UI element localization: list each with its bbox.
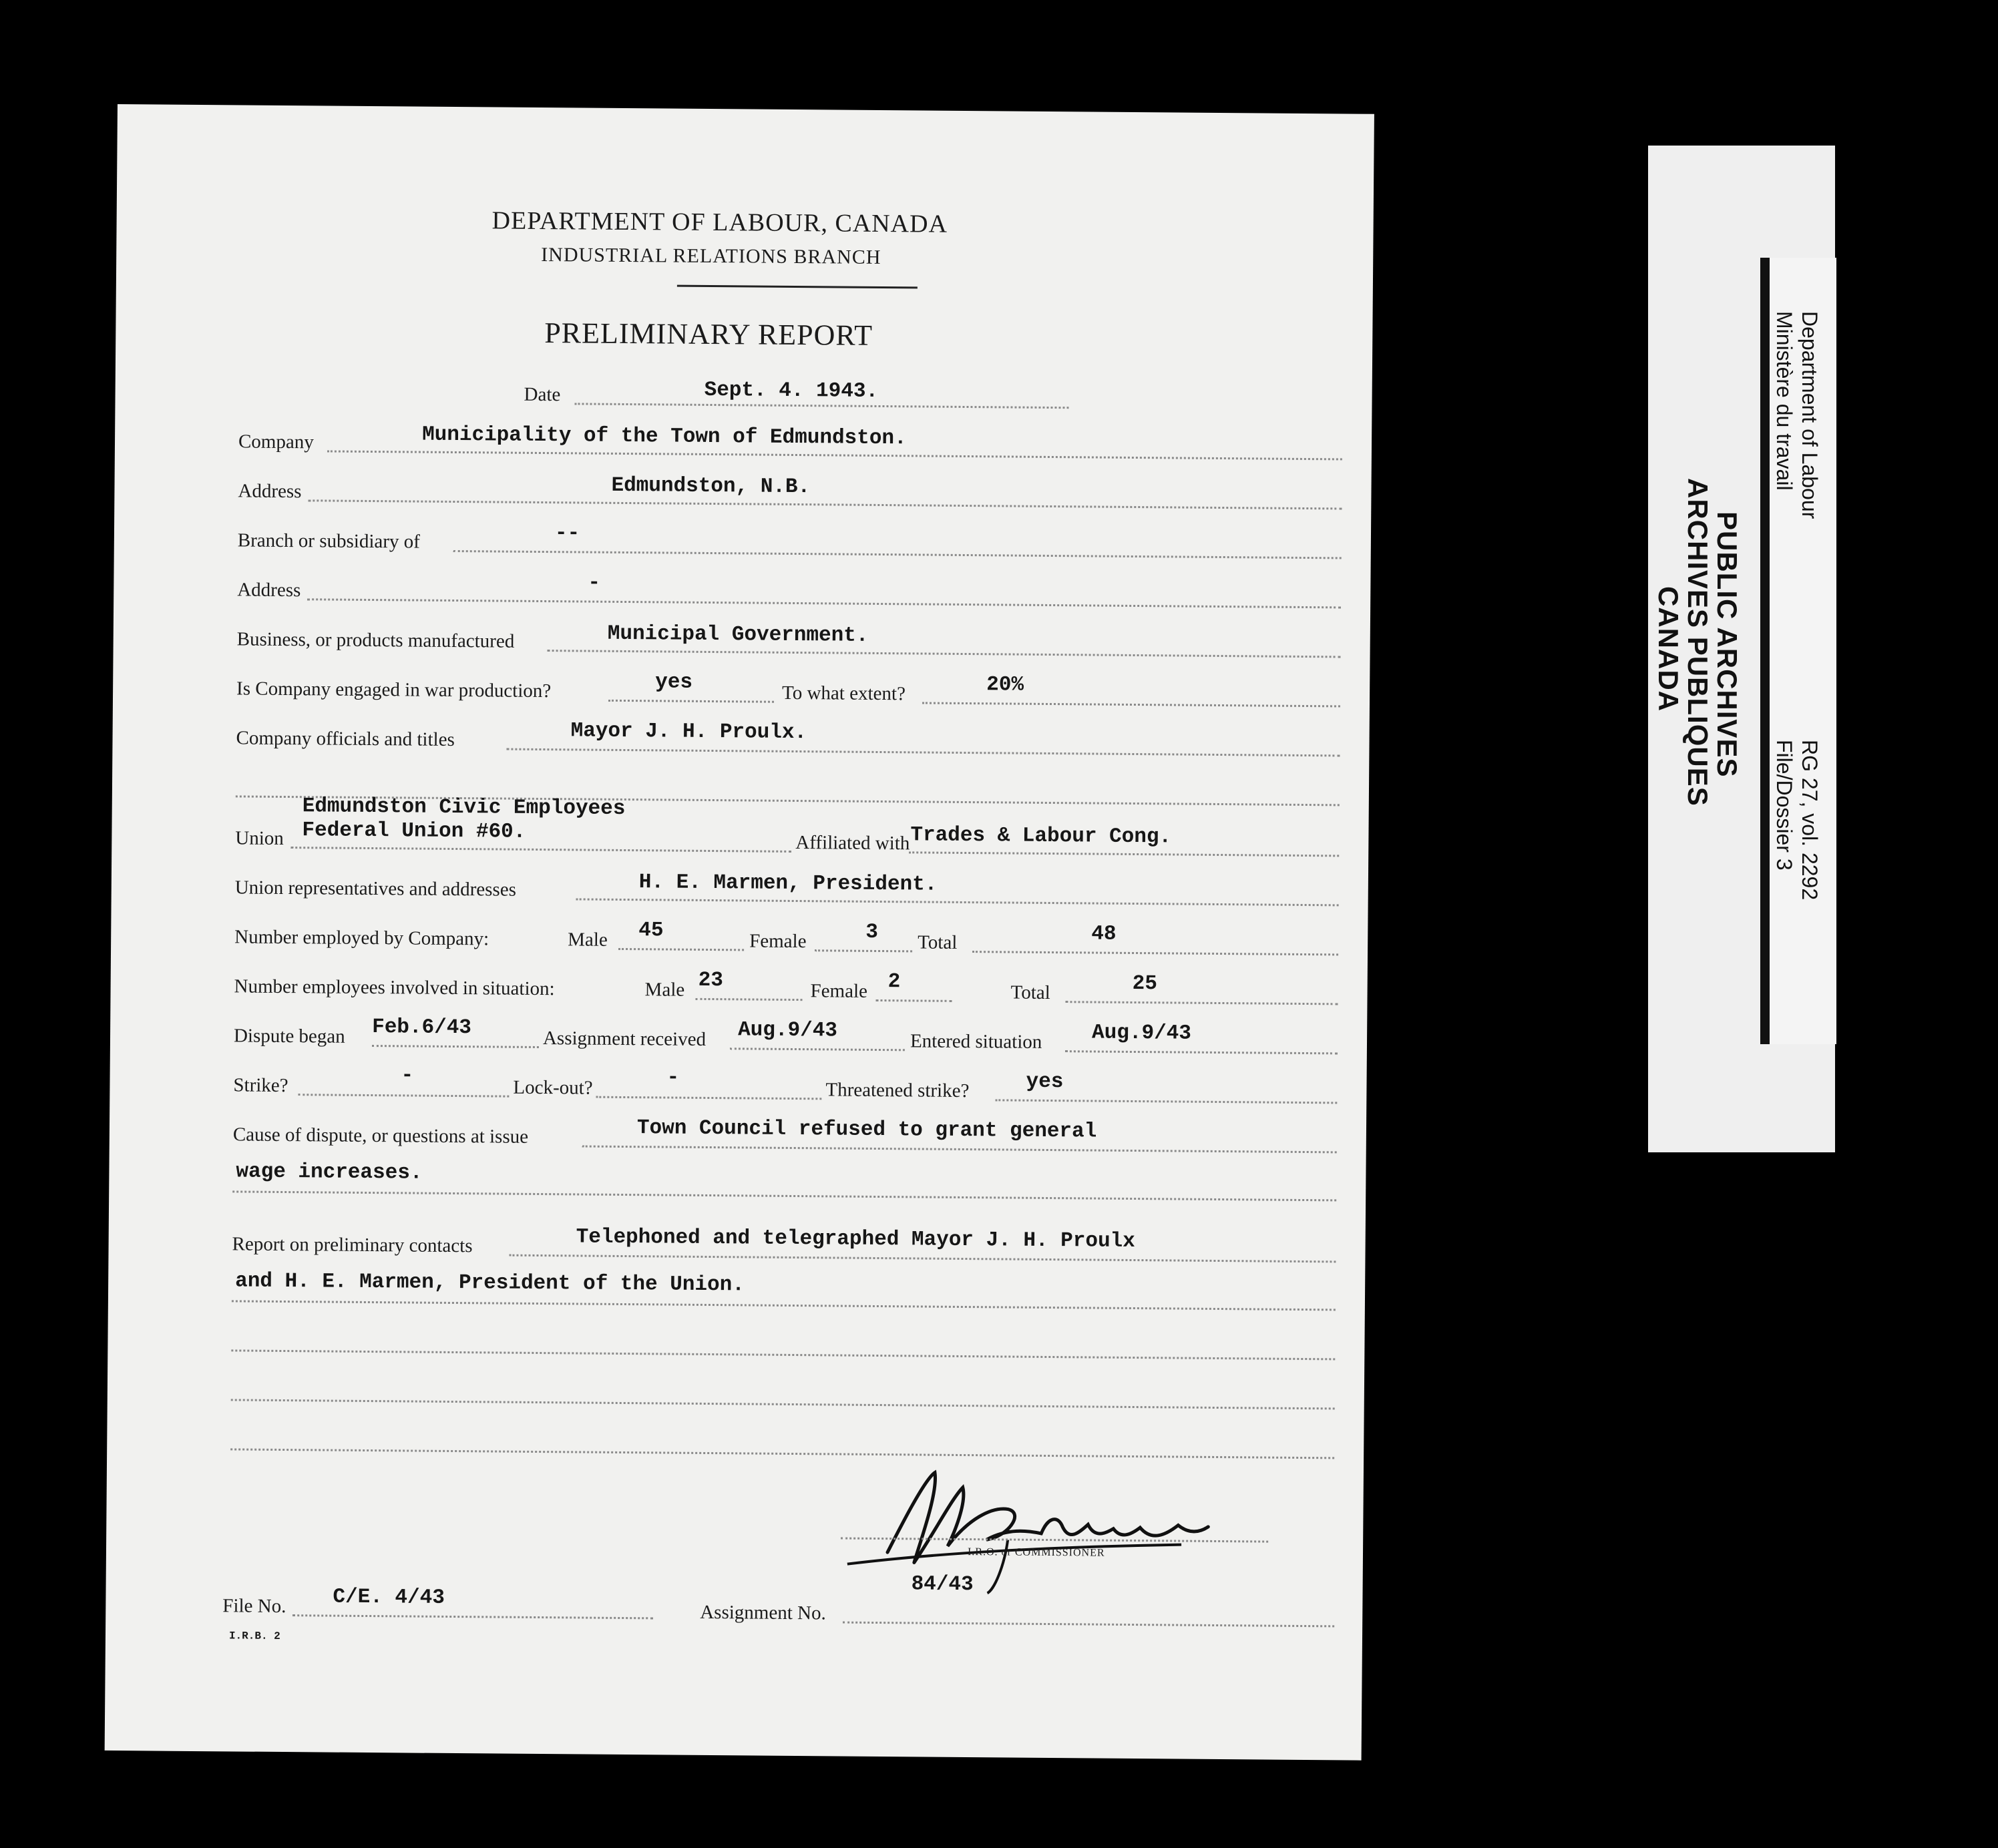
contacts-line-3 <box>231 1349 1335 1360</box>
date-value: Sept. 4. 1943. <box>704 378 879 403</box>
signature-caption: I.R.O. or COMMISSIONER <box>967 1546 1105 1559</box>
assignment-received-value: Aug.9/43 <box>737 1018 838 1043</box>
address-line <box>308 499 1342 509</box>
signature-image <box>807 1451 1262 1602</box>
affiliated-label: Affiliated with <box>795 832 910 855</box>
header-rule <box>677 285 918 289</box>
involved-female-line <box>875 999 952 1002</box>
file-no-value: C/E. 4/43 <box>333 1585 445 1610</box>
threatened-strike-label: Threatened strike? <box>825 1079 970 1102</box>
business-line <box>548 650 1341 658</box>
employed-male-label: Male <box>568 929 608 951</box>
employed-total-value: 48 <box>1091 922 1117 946</box>
contacts-line <box>509 1254 1336 1263</box>
war-production-label: Is Company engaged in war production? <box>236 678 552 702</box>
business-label: Business, or products manufactured <box>236 628 515 652</box>
report-title: PRELIMINARY REPORT <box>544 316 873 352</box>
lockout-label: Lock-out? <box>513 1076 593 1099</box>
affiliated-line <box>909 851 1339 857</box>
entered-situation-line <box>1065 1050 1338 1054</box>
threatened-strike-value: yes <box>1026 1070 1064 1094</box>
company-value: Municipality of the Town of Edmundston. <box>421 423 907 451</box>
union-value-line1: Edmundston Civic Employees <box>302 794 626 821</box>
employed-label: Number employed by Company: <box>234 926 489 950</box>
branch-heading: INDUSTRIAL RELATIONS BRANCH <box>541 243 881 268</box>
address2-value: - <box>588 571 601 595</box>
branch-subsidiary-label: Branch or subsidiary of <box>237 529 421 553</box>
involved-total-label: Total <box>1010 981 1050 1004</box>
strike-value: - <box>401 1064 414 1088</box>
cause-value-line1: Town Council refused to grant general <box>636 1116 1097 1144</box>
entered-situation-value: Aug.9/43 <box>1091 1021 1192 1046</box>
stamp-department-fr: Ministère du travail <box>1772 311 1796 491</box>
extent-label: To what extent? <box>781 682 906 705</box>
business-value: Municipal Government. <box>607 622 869 648</box>
involved-male-value: 23 <box>698 968 724 993</box>
affiliated-value: Trades & Labour Cong. <box>910 823 1172 849</box>
contacts-line-2 <box>232 1300 1336 1311</box>
union-reps-value: H. E. Marmen, President. <box>638 871 938 897</box>
assignment-no-label: Assignment No. <box>700 1601 826 1624</box>
stamp-archives-publiques: ARCHIVES PUBLIQUES <box>1682 478 1714 806</box>
extent-value: 20% <box>986 673 1024 697</box>
involved-male-line <box>695 998 802 1001</box>
officials-line <box>506 748 1340 757</box>
branch-subsidiary-line <box>453 550 1342 559</box>
stamp-rg-volume: RG 27, vol. 2292 <box>1798 740 1822 901</box>
contacts-value-line1: Telephoned and telegraphed Mayor J. H. Proulx <box>576 1225 1135 1254</box>
union-label: Union <box>235 827 284 849</box>
employed-female-label: Female <box>749 930 807 953</box>
entered-situation-label: Entered situation <box>910 1030 1042 1053</box>
threatened-strike-line <box>995 1099 1337 1104</box>
stamp-department-en: Department of Labour <box>1798 311 1822 519</box>
assignment-received-line <box>730 1048 905 1051</box>
stamp-tab-edge <box>1760 258 1770 1044</box>
extent-line <box>922 702 1340 707</box>
cause-line <box>582 1146 1337 1154</box>
union-reps-line <box>576 898 1339 906</box>
address-value: Edmundston, N.B. <box>611 473 811 499</box>
cause-label: Cause of dispute, or questions at issue <box>232 1124 529 1148</box>
war-production-value: yes <box>655 670 693 694</box>
involved-label: Number employees involved in situation: <box>234 975 555 1000</box>
cause-value-line2: wage increases. <box>236 1160 423 1185</box>
address2-label: Address <box>237 579 301 602</box>
officials-value: Mayor J. H. Proulx. <box>570 719 807 745</box>
stamp-file-dossier: File/Dossier 3 <box>1772 740 1796 871</box>
employed-total-line <box>972 951 1338 955</box>
date-line <box>574 403 1068 409</box>
company-label: Company <box>238 431 314 453</box>
officials-label: Company officials and titles <box>236 727 455 750</box>
contacts-label: Report on preliminary contacts <box>232 1233 473 1257</box>
employed-female-value: 3 <box>865 920 879 944</box>
address-label: Address <box>238 480 302 503</box>
war-production-line <box>608 700 774 703</box>
strike-line <box>298 1094 509 1097</box>
contacts-value-line2: and H. E. Marmen, President of the Union. <box>235 1269 745 1297</box>
dispute-began-line <box>372 1045 539 1048</box>
form-code: I.R.B. 2 <box>228 1630 280 1642</box>
stamp-public-archives: PUBLIC ARCHIVES <box>1712 511 1743 778</box>
address2-line <box>307 598 1341 608</box>
employed-total-label: Total <box>918 931 958 953</box>
assignment-received-label: Assignment received <box>542 1027 707 1050</box>
involved-female-label: Female <box>810 980 868 1002</box>
cause-line-2 <box>232 1190 1336 1201</box>
assignment-no-value: 84/43 <box>911 1572 974 1597</box>
employed-male-line <box>618 948 744 951</box>
employed-male-value: 45 <box>638 919 664 943</box>
dispute-began-value: Feb.6/43 <box>372 1015 472 1040</box>
date-label: Date <box>524 383 561 406</box>
strike-label: Strike? <box>233 1074 288 1097</box>
lockout-value: - <box>666 1066 680 1090</box>
union-value-line2: Federal Union #60. <box>302 819 526 844</box>
contacts-line-4 <box>231 1399 1335 1409</box>
file-no-label: File No. <box>222 1595 286 1618</box>
file-no-line <box>292 1614 653 1619</box>
department-heading: DEPARTMENT OF LABOUR, CANADA <box>491 206 948 238</box>
assignment-no-line <box>843 1622 1334 1628</box>
company-line <box>327 450 1342 460</box>
lockout-line <box>596 1096 821 1100</box>
dispute-began-label: Dispute began <box>233 1025 345 1048</box>
involved-total-value: 25 <box>1132 971 1158 996</box>
stamp-canada: CANADA <box>1653 586 1684 712</box>
union-reps-label: Union representatives and addresses <box>234 877 517 901</box>
employed-female-line <box>815 949 912 952</box>
union-line <box>290 847 791 853</box>
involved-male-label: Male <box>644 979 685 1001</box>
report-form-sheet <box>105 104 1374 1761</box>
branch-subsidiary-value: -- <box>554 521 580 545</box>
involved-total-line <box>1065 1001 1338 1005</box>
involved-female-value: 2 <box>887 970 901 994</box>
